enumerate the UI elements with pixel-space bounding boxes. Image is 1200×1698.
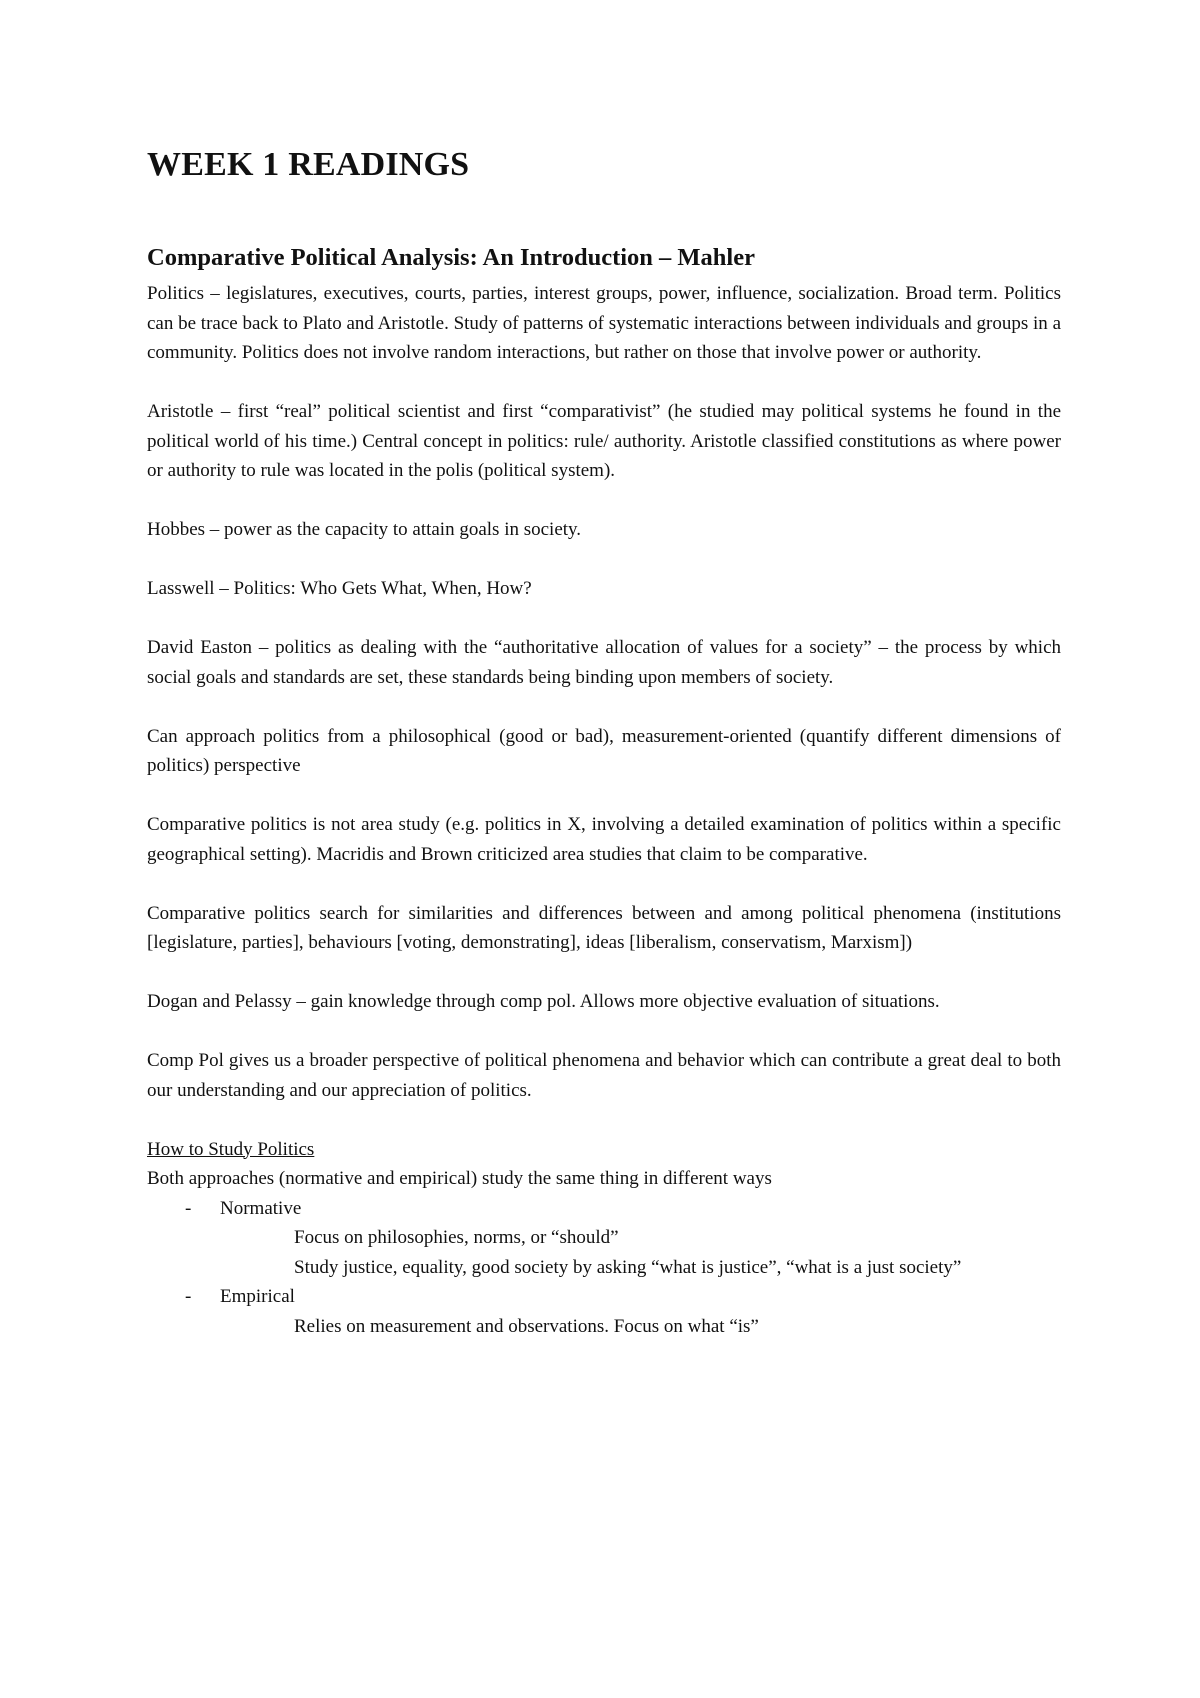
section-title: Comparative Political Analysis: An Introduction – Mahler bbox=[147, 244, 755, 271]
paragraph: Hobbes – power as the capacity to attain goals in society. bbox=[147, 519, 582, 540]
paragraph: Politics – legislatures, executives, courts, parties, interest groups, power, influence, socialization. Broad term. Politics can be trace back to Plato and Aristotle. Study of patterns of systematic interactions between individuals and groups in a community. Politics does not involve random interactions, but rather on those that involve power or authority. bbox=[147, 283, 1061, 363]
how-to-study-intro: Both approaches (normative and empirical) study the same thing in different ways bbox=[147, 1168, 772, 1189]
approach-detail: Study justice, equality, good society by asking “what is justice”, “what is a just society” bbox=[294, 1256, 962, 1278]
bullet-dash: - bbox=[185, 1286, 192, 1307]
approaches-list bbox=[147, 1194, 1061, 1342]
approach-detail: Focus on philosophies, norms, or “should” bbox=[294, 1227, 619, 1248]
paragraph: Aristotle – first “real” political scientist and first “comparativist” (he studied may political systems he found in the political world of his time.) Central concept in politics: rule/ authority. Aristotle classified constitutions as where power or authority to rule was located in the polis (political system). bbox=[147, 401, 1061, 481]
list-item-normative bbox=[147, 1194, 1061, 1283]
paragraph: Comp Pol gives us a broader perspective of political phenomena and behavior which can contribute a great deal to both our understanding and our appreciation of politics. bbox=[147, 1050, 1061, 1101]
paragraph: Comparative politics search for similarities and differences between and among political phenomena (institutions [legislature, parties], behaviours [voting, demonstrating], ideas [liberalism, conservatism, Marxism]) bbox=[147, 902, 1061, 953]
paragraph: David Easton – politics as dealing with the “authoritative allocation of values for a society” – the process by which social goals and standards are set, these standards being binding upon members of society. bbox=[147, 637, 1061, 688]
approach-name: Normative bbox=[220, 1197, 302, 1219]
paragraph: Lasswell – Politics: Who Gets What, When, How? bbox=[147, 578, 532, 599]
bullet-dash: - bbox=[185, 1197, 192, 1219]
paragraph: Can approach politics from a philosophical (good or bad), measurement-oriented (quantify different dimensions of politics) perspective bbox=[147, 725, 1061, 776]
subheading-how-to-study: How to Study Politics bbox=[147, 1138, 315, 1160]
page-title: WEEK 1 READINGS bbox=[147, 146, 470, 183]
paragraph: Dogan and Pelassy – gain knowledge through comp pol. Allows more objective evaluation of situations. bbox=[147, 991, 940, 1012]
approach-detail: Relies on measurement and observations. Focus on what “is” bbox=[294, 1315, 759, 1337]
approach-name: Empirical bbox=[220, 1286, 295, 1307]
list-item-empirical bbox=[147, 1282, 1061, 1341]
document-body bbox=[147, 279, 1061, 1341]
paragraph: Comparative politics is not area study (e.g. politics in X, involving a detailed examination of politics within a specific geographical setting). Macridis and Brown criticized area studies that claim to be comparative. bbox=[147, 814, 1061, 865]
